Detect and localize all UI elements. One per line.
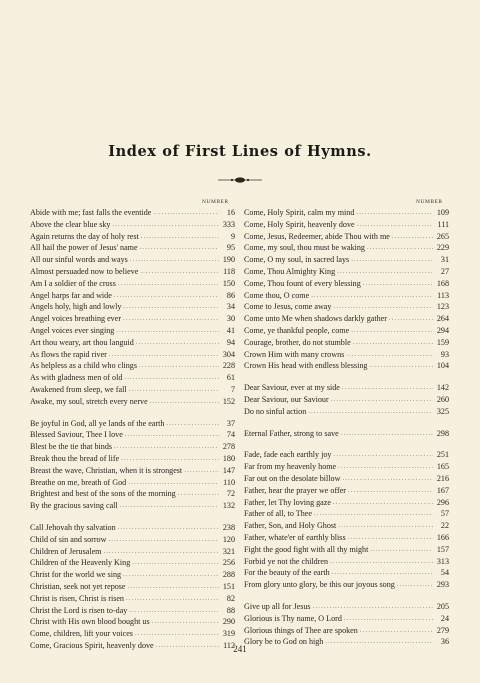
- hymn-number: 321: [222, 546, 235, 556]
- dot-leader: [135, 628, 219, 640]
- index-entry: [30, 429, 235, 441]
- hymn-number: 74: [226, 430, 235, 440]
- hymn-number: 304: [222, 349, 235, 359]
- hymn-first-line: Child of sin and sorrow: [30, 534, 107, 544]
- index-entry: [244, 508, 449, 520]
- hymn-number: 30: [226, 314, 235, 324]
- index-column-left: [30, 207, 235, 652]
- hymn-first-line: Father, Son, and Holy Ghost: [244, 521, 337, 531]
- index-entry: [30, 465, 235, 477]
- index-entry: [244, 242, 449, 254]
- index-entry: [244, 360, 449, 372]
- hymn-number: 57: [440, 509, 449, 519]
- dot-leader: [129, 384, 219, 396]
- hymn-number: 111: [437, 219, 449, 229]
- hymn-number: 180: [222, 453, 235, 463]
- hymn-number: 152: [222, 396, 235, 406]
- hymn-first-line: Far out on the desolate billow: [244, 473, 341, 483]
- hymn-number: 86: [226, 290, 235, 300]
- dot-leader: [338, 461, 433, 473]
- hymn-number: 228: [222, 361, 235, 371]
- index-entry: [244, 207, 449, 219]
- index-entry: [30, 242, 235, 254]
- hymn-first-line: Father, let Thy loving gaze: [244, 497, 331, 507]
- group-spacer: [244, 372, 449, 382]
- dot-leader: [123, 569, 219, 581]
- hymn-first-line: Blessed Saviour, Thee I love: [30, 430, 123, 440]
- dot-leader: [348, 532, 433, 544]
- dot-leader: [120, 500, 219, 512]
- hymn-number: 132: [222, 501, 235, 511]
- hymn-first-line: As helpless as a child who clings: [30, 361, 138, 371]
- hymn-first-line: Fight the good fight with all thy might: [244, 544, 369, 554]
- hymn-first-line: Dear Saviour, our Saviour: [244, 394, 329, 404]
- dot-leader: [123, 313, 219, 325]
- hymn-number: 31: [440, 255, 449, 265]
- dot-leader: [342, 473, 433, 485]
- hymn-first-line: Am I a soldier of the cross: [30, 278, 116, 288]
- dot-leader: [313, 601, 433, 613]
- hymn-first-line: Break thou the bread of life: [30, 453, 120, 463]
- index-entry: [244, 485, 449, 497]
- hymn-first-line: Come, Holy Spirit, heavenly dove: [244, 219, 355, 229]
- dot-leader: [333, 449, 433, 461]
- dot-leader: [346, 349, 433, 361]
- hymn-number: 165: [436, 462, 449, 472]
- hymn-number: 251: [436, 450, 449, 460]
- hymn-first-line: Brightest and best of the sons of the morning: [30, 489, 176, 499]
- hymn-first-line: Come, Jesus, Redeemer, abide Thou with me: [244, 231, 390, 241]
- index-entry: [244, 532, 449, 544]
- dot-leader: [341, 428, 433, 440]
- hymn-first-line: From glory unto glory, be this our joyous song: [244, 580, 395, 590]
- hymn-number: 22: [440, 521, 449, 531]
- group-spacer: [244, 591, 449, 601]
- dot-leader: [109, 349, 219, 361]
- dot-leader: [351, 325, 433, 337]
- index-entry: [30, 500, 235, 512]
- index-entry: [30, 313, 235, 325]
- index-entry: [30, 557, 235, 569]
- dot-leader: [140, 242, 219, 254]
- hymn-number: 93: [440, 349, 449, 359]
- index-entry: [244, 613, 449, 625]
- hymn-first-line: Children of the Heavenly King: [30, 558, 131, 568]
- dot-leader: [360, 625, 433, 637]
- hymn-first-line: Do no sinful action: [244, 406, 307, 416]
- hymn-number: 120: [222, 534, 235, 544]
- dot-leader: [108, 534, 219, 546]
- dot-leader: [369, 360, 433, 372]
- dot-leader: [332, 567, 433, 579]
- hymn-number: 296: [436, 497, 449, 507]
- hymn-first-line: Father, hear the prayer we offer: [244, 485, 346, 495]
- hymn-number: 157: [436, 544, 449, 554]
- dot-leader: [338, 520, 433, 532]
- hymn-number: 94: [226, 337, 235, 347]
- index-entry: [30, 546, 235, 558]
- hymn-first-line: Come, Holy Spirit, calm my mind: [244, 208, 355, 217]
- index-entry: [244, 625, 449, 637]
- hymn-number: 142: [436, 383, 449, 393]
- hymn-number: 260: [436, 394, 449, 404]
- index-entry: [30, 616, 235, 628]
- index-entry: [244, 428, 449, 440]
- hymn-number: 123: [436, 302, 449, 312]
- dot-leader: [114, 290, 219, 302]
- index-entry: [30, 266, 235, 278]
- dot-leader: [116, 325, 219, 337]
- dot-leader: [353, 337, 433, 349]
- ornament-divider: [218, 176, 262, 184]
- index-entry: [244, 449, 449, 461]
- dot-leader: [150, 396, 219, 408]
- index-entry: [244, 337, 449, 349]
- dot-leader: [132, 557, 219, 569]
- hymn-first-line: Christ with His own blood bought us: [30, 617, 150, 627]
- index-entry: [30, 441, 235, 453]
- hymn-number: 216: [436, 473, 449, 483]
- hymn-number: 34: [226, 302, 235, 312]
- hymn-number: 147: [222, 465, 235, 475]
- hymn-number: 159: [436, 337, 449, 347]
- hymn-number: 109: [436, 208, 449, 217]
- hymn-first-line: All hail the power of Jesus' name: [30, 243, 138, 253]
- hymn-first-line: Awake, my soul, stretch every nerve: [30, 396, 148, 406]
- hymn-first-line: All our sinful words and ways: [30, 255, 128, 265]
- index-entry: [30, 593, 235, 605]
- dot-leader: [103, 546, 219, 558]
- hymn-number: 24: [440, 613, 449, 623]
- index-entry: [30, 325, 235, 337]
- hymn-number: 113: [437, 290, 449, 300]
- dot-leader: [121, 453, 219, 465]
- index-entry: [244, 382, 449, 394]
- dot-leader: [184, 465, 219, 477]
- index-entry: [244, 461, 449, 473]
- index-entry: [30, 278, 235, 290]
- dot-leader: [152, 616, 219, 628]
- hymn-first-line: Angels holy, high and lowly: [30, 302, 122, 312]
- index-entry: [30, 418, 235, 430]
- hymn-first-line: Be joyful in God, all ye lands of the earth: [30, 418, 165, 428]
- index-entry: [244, 406, 449, 418]
- hymn-number: 41: [226, 325, 235, 335]
- index-entry: [244, 325, 449, 337]
- index-entry: [244, 278, 449, 290]
- index-entry: [244, 349, 449, 361]
- dot-leader: [397, 579, 433, 591]
- hymn-number: 288: [222, 570, 235, 580]
- hymn-first-line: Blest be the tie that binds: [30, 442, 113, 452]
- hymn-number: 37: [226, 418, 235, 428]
- dot-leader: [344, 613, 433, 625]
- hymn-first-line: Christ for the world we sing: [30, 570, 122, 580]
- hymn-number: 112: [223, 640, 235, 650]
- hymn-first-line: Almost persuaded now to believe: [30, 266, 139, 276]
- index-entry: [30, 372, 235, 384]
- index-entry: [30, 301, 235, 313]
- dot-leader: [178, 488, 219, 500]
- dot-leader: [126, 593, 219, 605]
- dot-leader: [123, 301, 219, 313]
- dot-leader: [333, 301, 433, 313]
- hymn-first-line: Glorious is Thy name, O Lord: [244, 613, 342, 623]
- hymn-number: 151: [222, 581, 235, 591]
- dot-leader: [153, 207, 219, 219]
- hymn-first-line: Crown Him with many crowns: [244, 349, 345, 359]
- dot-leader: [118, 278, 219, 290]
- dot-leader: [139, 360, 219, 372]
- hymn-number: 293: [436, 580, 449, 590]
- dot-leader: [348, 485, 433, 497]
- hymn-first-line: Come, ye thankful people, come: [244, 325, 350, 335]
- hymn-first-line: Eternal Father, strong to save: [244, 428, 339, 438]
- hymn-number: 88: [226, 605, 235, 615]
- hymn-first-line: Come thou, O come: [244, 290, 310, 300]
- hymn-first-line: Forbid ye not the children: [244, 556, 329, 566]
- hymn-first-line: As flows the rapid river: [30, 349, 107, 359]
- hymn-first-line: Glory be to God on high: [244, 637, 324, 647]
- hymn-first-line: Breathe on me, breath of God: [30, 477, 127, 487]
- hymn-first-line: Courage, brother, do not stumble: [244, 337, 351, 347]
- hymn-number: 325: [436, 406, 449, 416]
- index-entry: [244, 394, 449, 406]
- hymn-first-line: Angel voices breathing ever: [30, 314, 122, 324]
- hymn-first-line: Far from my heavenly home: [244, 462, 337, 472]
- index-entry: [30, 453, 235, 465]
- hymn-first-line: Angel voices ever singing: [30, 325, 115, 335]
- hymn-first-line: For the beauty of the earth: [244, 568, 330, 578]
- hymn-number: 150: [222, 278, 235, 288]
- dot-leader: [331, 394, 433, 406]
- index-entry: [30, 581, 235, 593]
- dot-leader: [124, 372, 219, 384]
- group-spacer: [30, 408, 235, 418]
- dot-leader: [141, 231, 219, 243]
- hymn-number: 294: [436, 325, 449, 335]
- dot-leader: [370, 544, 433, 556]
- hymn-first-line: Dear Saviour, ever at my side: [244, 383, 340, 393]
- dot-leader: [308, 406, 433, 418]
- hymn-number: 61: [226, 373, 235, 383]
- index-entry: [244, 520, 449, 532]
- dot-leader: [129, 605, 219, 617]
- dot-leader: [118, 522, 219, 534]
- dot-leader: [392, 231, 433, 243]
- hymn-number: 168: [436, 278, 449, 288]
- hymn-first-line: Father, whate'er of earthly bliss: [244, 532, 346, 542]
- hymn-number: 190: [222, 255, 235, 265]
- hymn-number: 279: [436, 625, 449, 635]
- hymn-first-line: Call Jehovah thy salvation: [30, 522, 116, 532]
- hymn-number: 54: [440, 568, 449, 578]
- hymn-first-line: Come, O my soul, in sacred lays: [244, 255, 350, 265]
- hymn-number: 95: [226, 243, 235, 253]
- hymn-first-line: Art thou weary, art thou languid: [30, 337, 134, 347]
- index-entry: [244, 601, 449, 613]
- hymn-number: 265: [436, 231, 449, 241]
- dot-leader: [136, 337, 219, 349]
- index-entry: [244, 231, 449, 243]
- hymn-first-line: Come unto Me when shadows darkly gather: [244, 314, 387, 324]
- index-entry: [30, 337, 235, 349]
- hymn-number: 167: [436, 485, 449, 495]
- index-entry: [244, 301, 449, 313]
- hymn-first-line: Come, Thou Almighty King: [244, 266, 336, 276]
- hymn-number: 319: [222, 629, 235, 639]
- dot-leader: [351, 254, 433, 266]
- hymn-number: 72: [226, 489, 235, 499]
- index-entry: [30, 384, 235, 396]
- hymn-first-line: Glorious things of Thee are spoken: [244, 625, 358, 635]
- hymn-number: 166: [436, 532, 449, 542]
- index-entry: [30, 290, 235, 302]
- index-entry: [244, 544, 449, 556]
- index-entry: [244, 313, 449, 325]
- dot-leader: [356, 207, 433, 219]
- hymn-number: 256: [222, 558, 235, 568]
- hymn-first-line: Angel harps far and wide: [30, 290, 112, 300]
- dot-leader: [333, 497, 433, 509]
- index-entry: [244, 266, 449, 278]
- hymn-number: 110: [223, 477, 235, 487]
- hymn-first-line: Breast the wave, Christian, when it is strongest: [30, 465, 183, 475]
- index-entry: [244, 254, 449, 266]
- index-entry: [30, 534, 235, 546]
- index-entry: [30, 396, 235, 408]
- hymn-first-line: Again returns the day of holy rest: [30, 231, 139, 241]
- dot-leader: [363, 278, 433, 290]
- hymn-number: 278: [222, 442, 235, 452]
- number-column-header-right: NUMBER: [416, 199, 443, 205]
- index-entry: [30, 477, 235, 489]
- hymn-first-line: Awakened from sleep, we fall: [30, 384, 127, 394]
- hymn-number: 7: [230, 384, 235, 394]
- index-column-right: [244, 207, 449, 648]
- dot-leader: [342, 382, 433, 394]
- hymn-number: 333: [222, 219, 235, 229]
- index-entry: [244, 579, 449, 591]
- hymn-number: 9: [230, 231, 235, 241]
- hymn-number: 27: [440, 266, 449, 276]
- dot-leader: [330, 556, 433, 568]
- hymn-first-line: Abide with me; fast falls the eventide: [30, 208, 152, 217]
- hymn-number: 298: [436, 428, 449, 438]
- hymn-first-line: Fade, fade each earthly joy: [244, 450, 332, 460]
- number-column-header-left: NUMBER: [202, 199, 229, 205]
- index-entry: [30, 254, 235, 266]
- dot-leader: [311, 290, 433, 302]
- hymn-first-line: Come, Gracious Spirit, heavenly dove: [30, 640, 154, 650]
- hymn-first-line: Come, Thou fount of every blessing: [244, 278, 361, 288]
- index-entry: [30, 569, 235, 581]
- index-entry: [244, 567, 449, 579]
- dot-leader: [389, 313, 433, 325]
- hymn-number: 118: [223, 266, 235, 276]
- dot-leader: [357, 219, 433, 231]
- group-spacer: [244, 418, 449, 428]
- index-entry: [30, 207, 235, 219]
- index-entry: [244, 473, 449, 485]
- hymn-first-line: Children of Jerusalem: [30, 546, 102, 556]
- hymn-first-line: Christian, seek not yet repose: [30, 581, 126, 591]
- dot-leader: [128, 477, 219, 489]
- index-entry: [30, 219, 235, 231]
- hymn-number: 313: [436, 556, 449, 566]
- index-entry: [30, 628, 235, 640]
- hymn-number: 16: [226, 208, 235, 217]
- page-number: 241: [233, 644, 247, 654]
- hymn-first-line: Come to Jesus, come away: [244, 302, 332, 312]
- page-title: Index of First Lines of Hymns.: [108, 143, 372, 160]
- index-entry: [244, 290, 449, 302]
- index-entry: [30, 488, 235, 500]
- hymn-number: 238: [222, 522, 235, 532]
- hymn-first-line: Christ is risen, Christ is risen: [30, 593, 124, 603]
- dot-leader: [140, 266, 219, 278]
- hymn-first-line: Christ the Lord is risen to-day: [30, 605, 128, 615]
- index-entry: [244, 556, 449, 568]
- dot-leader: [112, 219, 219, 231]
- dot-leader: [114, 441, 219, 453]
- hymn-number: 104: [436, 361, 449, 371]
- hymn-number: 264: [436, 314, 449, 324]
- group-spacer: [244, 439, 449, 449]
- hymn-number: 36: [440, 637, 449, 647]
- hymn-first-line: Above the clear blue sky: [30, 219, 111, 229]
- index-entry: [30, 605, 235, 617]
- index-entry: [244, 219, 449, 231]
- dot-leader: [130, 254, 219, 266]
- hymn-first-line: Father of all, to Thee: [244, 509, 312, 519]
- hymn-first-line: Give up all for Jesus: [244, 601, 311, 611]
- index-entry: [244, 497, 449, 509]
- dot-leader: [314, 508, 433, 520]
- dot-leader: [166, 418, 219, 430]
- index-entry: [30, 522, 235, 534]
- hymn-number: 290: [222, 617, 235, 627]
- hymn-number: 229: [436, 243, 449, 253]
- hymn-first-line: Come, children, lift your voices: [30, 629, 133, 639]
- hymn-first-line: By the gracious saving call: [30, 501, 118, 511]
- dot-leader: [128, 581, 219, 593]
- index-entry: [30, 360, 235, 372]
- dot-leader: [367, 242, 433, 254]
- dot-leader: [337, 266, 433, 278]
- group-spacer: [30, 512, 235, 522]
- index-entry: [30, 349, 235, 361]
- hymn-number: 82: [226, 593, 235, 603]
- hymn-first-line: Come, my soul, thou must be waking: [244, 243, 365, 253]
- hymn-first-line: Crown His head with endless blessing: [244, 361, 368, 371]
- dot-leader: [125, 429, 219, 441]
- hymn-first-line: As with gladness men of old: [30, 373, 123, 383]
- hymn-number: 205: [436, 601, 449, 611]
- index-entry: [30, 231, 235, 243]
